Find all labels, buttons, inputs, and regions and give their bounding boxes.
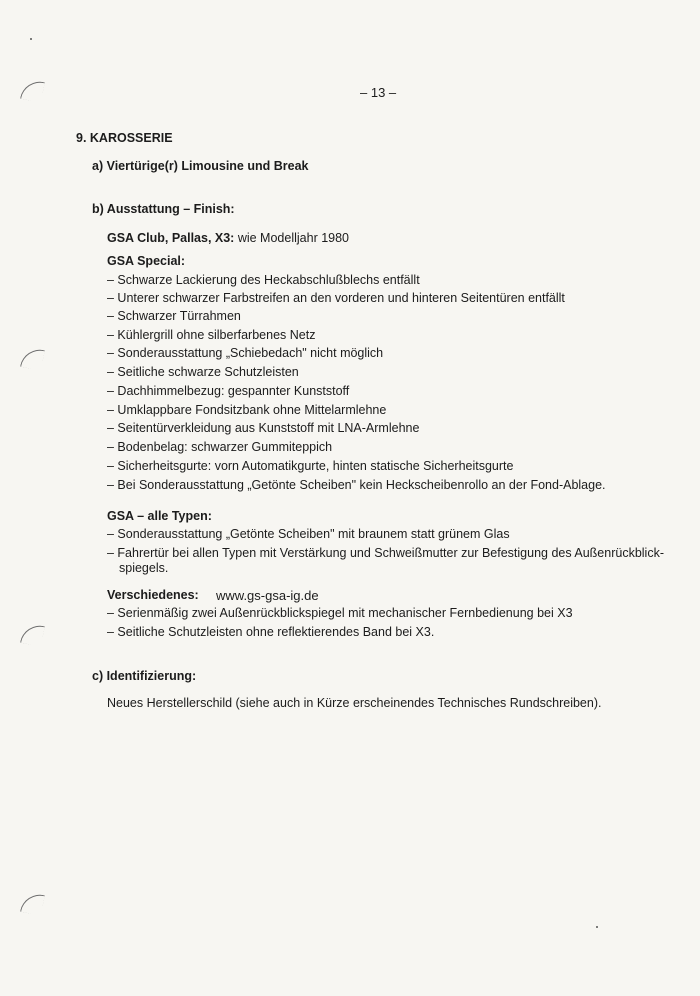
- subsection-b-heading: b) Ausstattung – Finish:: [92, 202, 235, 216]
- punch-hole-mark: [20, 78, 45, 103]
- gsa-club-line: [107, 231, 349, 246]
- list-item: – Seitliche Schutzleisten ohne reflektierendes Band bei X3.: [107, 625, 435, 639]
- list-item: – Kühlergrill ohne silberfarbenes Netz: [107, 328, 316, 342]
- gsa-club-label: GSA Club, Pallas, X3:: [107, 231, 235, 245]
- gsa-special-heading: GSA Special:: [107, 254, 186, 268]
- list-item: – Umklappbare Fondsitzbank ohne Mittelarmlehne: [107, 403, 387, 417]
- gsa-all-heading: GSA – alle Typen:: [107, 509, 212, 523]
- punch-hole-mark: [20, 891, 45, 916]
- section-title: 9. KAROSSERIE: [76, 131, 173, 145]
- list-item: – Seitentürverkleidung aus Kunststoff mit LNA-Armlehne: [107, 421, 420, 435]
- list-item: – Sicherheitsgurte: vorn Automatikgurte, hinten statische Sicherheitsgurte: [107, 459, 514, 473]
- list-item: – Bodenbelag: schwarzer Gummiteppich: [107, 440, 333, 454]
- list-item-continuation: spiegels.: [119, 561, 169, 575]
- misc-heading: Verschiedenes:: [107, 588, 199, 602]
- list-item: – Sonderausstattung „Schiebedach" nicht möglich: [107, 346, 384, 360]
- list-item: – Fahrertür bei allen Typen mit Verstärkung und Schweißmutter zur Befestigung des Außenrückblick-: [107, 546, 664, 560]
- website-text: www.gs-gsa-ig.de: [216, 588, 319, 603]
- page-number: – 13 –: [360, 85, 397, 100]
- punch-hole-mark: [20, 346, 45, 371]
- list-item: – Schwarzer Türrahmen: [107, 309, 241, 323]
- identification-text: Neues Herstellerschild (siehe auch in Kürze erscheinendes Technisches Rundschreiben).: [107, 696, 602, 710]
- list-item: – Bei Sonderausstattung „Getönte Scheiben" kein Heckscheibenrollo an der Fond-Ablage.: [107, 478, 606, 492]
- scan-speck: [596, 926, 598, 928]
- list-item: – Serienmäßig zwei Außenrückblickspiegel mit mechanischer Fernbedienung bei X3: [107, 606, 573, 620]
- list-item: – Schwarze Lackierung des Heckabschlußblechs entfällt: [107, 273, 420, 287]
- list-item: – Dachhimmelbezug: gespannter Kunststoff: [107, 384, 350, 398]
- list-item: – Seitliche schwarze Schutzleisten: [107, 365, 299, 379]
- list-item: – Sonderausstattung „Getönte Scheiben" mit braunem statt grünem Glas: [107, 527, 510, 541]
- list-item: – Unterer schwarzer Farbstreifen an den vorderen und hinteren Seitentüren entfällt: [107, 291, 565, 305]
- subsection-a-heading: a) Viertürige(r) Limousine und Break: [92, 159, 309, 173]
- gsa-club-text: wie Modelljahr 1980: [234, 231, 350, 245]
- punch-hole-mark: [20, 622, 45, 647]
- subsection-c-heading: c) Identifizierung:: [92, 669, 197, 683]
- scan-speck: [30, 38, 32, 40]
